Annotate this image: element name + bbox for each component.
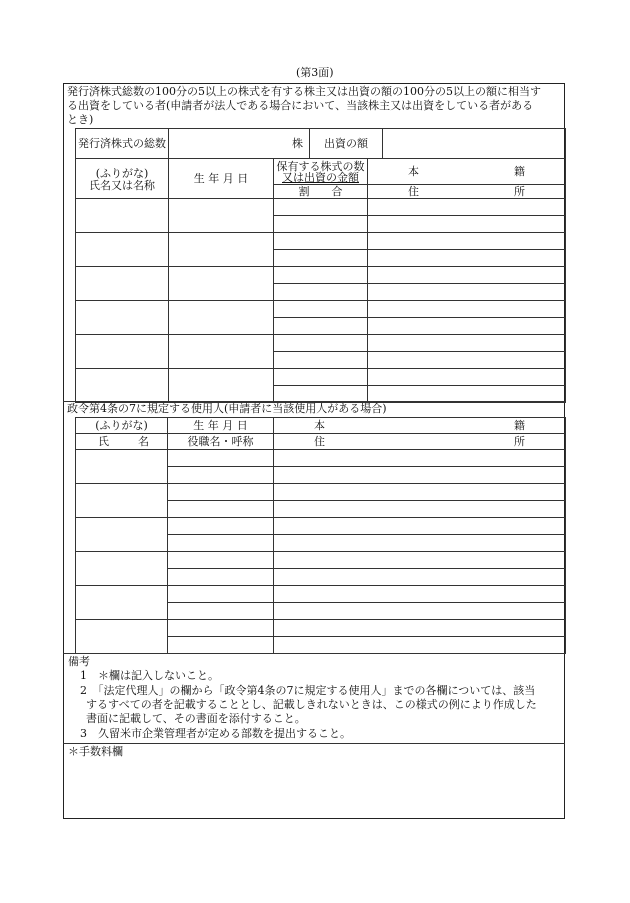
shareholder-name-cell[interactable]	[76, 267, 169, 301]
section1-heading-line1: 発行済株式総数の100分の5以上の株式を有する株主又は出資の額の100分の5以上の額に相当す	[67, 85, 541, 98]
shareholder-birth-cell[interactable]	[169, 199, 274, 233]
shareholder-honseki-cell[interactable]	[368, 301, 566, 318]
emp-honseki-header	[274, 418, 566, 434]
shareholder-holding-cell[interactable]	[274, 369, 368, 386]
fee-divider	[63, 743, 565, 744]
shareholder-name-cell[interactable]	[76, 369, 169, 403]
shareholder-address-cell[interactable]	[368, 250, 566, 267]
employee-birth-cell[interactable]	[168, 620, 274, 637]
birthdate-header: 生 年 月 日	[169, 159, 274, 199]
employee-address-cell[interactable]	[274, 637, 566, 654]
emp-honseki-b: 籍	[514, 418, 525, 432]
section1-heading-line2: る出資をしている者(申請者が法人である場合において、当該株主又は出資をしている者がある	[67, 99, 534, 112]
emp-position-header: 役職名・呼称	[168, 434, 274, 450]
employee-honseki-cell[interactable]	[274, 484, 566, 501]
note-2-line1: 2 「法定代理人」の欄から「政令第4条の7に規定する使用人」までの各欄については、該当	[80, 684, 536, 697]
jusho-a: 住	[408, 184, 419, 198]
notes-divider	[63, 653, 565, 654]
section1-heading-line3: とき)	[67, 113, 94, 126]
employee-name-cell[interactable]	[76, 484, 168, 518]
employee-name-cell[interactable]	[76, 552, 168, 586]
employee-address-cell[interactable]	[274, 569, 566, 586]
employee-birth-cell[interactable]	[168, 518, 274, 535]
capital-value[interactable]	[383, 129, 566, 159]
shareholder-birth-cell[interactable]	[169, 267, 274, 301]
shareholder-name-cell[interactable]	[76, 233, 169, 267]
note-1: 1 ＊欄は記入しないこと。	[80, 669, 219, 682]
shareholder-ratio-cell[interactable]	[274, 318, 368, 335]
employee-honseki-cell[interactable]	[274, 552, 566, 569]
fee-label: ＊手数料欄	[68, 745, 123, 758]
shareholder-ratio-cell[interactable]	[274, 352, 368, 369]
employee-honseki-cell[interactable]	[274, 518, 566, 535]
holding-header	[274, 159, 368, 185]
shareholder-holding-cell[interactable]	[274, 233, 368, 250]
shareholder-birth-cell[interactable]	[169, 301, 274, 335]
note-3: 3 久留米市企業管理者が定める部数を提出すること。	[80, 727, 351, 740]
emp-birthdate-header: 生 年 月 日	[168, 418, 274, 434]
total-shares-label: 発行済株式の総数	[76, 129, 169, 159]
shareholder-ratio-cell[interactable]	[274, 284, 368, 301]
employee-birth-cell[interactable]	[168, 484, 274, 501]
shareholder-address-cell[interactable]	[368, 386, 566, 403]
holding-line1: 保有する株式の数	[276, 159, 365, 173]
shareholder-address-cell[interactable]	[368, 352, 566, 369]
name-label: 氏名又は名称	[89, 178, 155, 192]
employee-position-cell[interactable]	[168, 501, 274, 518]
shareholder-ratio-cell[interactable]	[274, 216, 368, 233]
ratio-header: 割 合	[274, 185, 368, 199]
shareholder-holding-cell[interactable]	[274, 199, 368, 216]
total-shares-value[interactable]	[169, 129, 310, 159]
jusho-b: 所	[514, 184, 525, 198]
emp-jusho-header	[274, 434, 566, 450]
shareholder-honseki-cell[interactable]	[368, 233, 566, 250]
employee-name-cell[interactable]	[76, 450, 168, 484]
note-2-line2: するすべての者を記載することとし、記載しきれないときは、この様式の例により作成した	[86, 698, 537, 711]
shareholder-name-cell[interactable]	[76, 301, 169, 335]
shareholder-name-cell[interactable]	[76, 335, 169, 369]
holding-line2: 又は出資の金額	[282, 170, 359, 184]
employee-birth-cell[interactable]	[168, 586, 274, 603]
employee-honseki-cell[interactable]	[274, 586, 566, 603]
employee-name-cell[interactable]	[76, 518, 168, 552]
employee-address-cell[interactable]	[274, 603, 566, 620]
employee-position-cell[interactable]	[168, 535, 274, 552]
capital-label: 出資の額	[310, 129, 383, 159]
employee-birth-cell[interactable]	[168, 552, 274, 569]
employee-honseki-cell[interactable]	[274, 450, 566, 467]
employee-name-cell[interactable]	[76, 620, 168, 654]
honseki-b: 籍	[514, 164, 525, 178]
shareholder-honseki-cell[interactable]	[368, 199, 566, 216]
fee-field[interactable]	[64, 760, 564, 818]
emp-jusho-a: 住	[314, 434, 325, 448]
employee-position-cell[interactable]	[168, 467, 274, 484]
emp-furigana-header: (ふりがな)	[76, 418, 168, 434]
honseki-a: 本	[408, 164, 419, 178]
furigana-label: (ふりがな)	[95, 166, 149, 180]
shareholder-holding-cell[interactable]	[274, 335, 368, 352]
shareholder-holding-cell[interactable]	[274, 301, 368, 318]
shareholders-table	[75, 158, 566, 403]
shareholder-ratio-cell[interactable]	[274, 250, 368, 267]
emp-name-a: 氏	[98, 434, 109, 448]
shareholder-holding-cell[interactable]	[274, 267, 368, 284]
shareholder-address-cell[interactable]	[368, 318, 566, 335]
shareholder-address-cell[interactable]	[368, 284, 566, 301]
employee-address-cell[interactable]	[274, 535, 566, 552]
shareholder-ratio-cell[interactable]	[274, 386, 368, 403]
page-label: (第3面)	[296, 66, 334, 79]
shareholder-honseki-cell[interactable]	[368, 267, 566, 284]
employee-position-cell[interactable]	[168, 569, 274, 586]
employee-honseki-cell[interactable]	[274, 620, 566, 637]
shareholder-birth-cell[interactable]	[169, 335, 274, 369]
employee-position-cell[interactable]	[168, 603, 274, 620]
notes-title: 備考	[68, 655, 90, 668]
employee-address-cell[interactable]	[274, 501, 566, 518]
shareholder-address-cell[interactable]	[368, 216, 566, 233]
employee-position-cell[interactable]	[168, 637, 274, 654]
shareholder-name-cell[interactable]	[76, 199, 169, 233]
emp-honseki-a: 本	[314, 418, 325, 432]
section2-heading: 政令第4条の7に規定する使用人(申請者に当該使用人がある場合)	[67, 402, 387, 415]
employees-table	[75, 417, 566, 654]
note-2-line3: 書面に記載して、その書面を添付すること。	[86, 712, 306, 725]
employee-address-cell[interactable]	[274, 467, 566, 484]
shareholder-honseki-cell[interactable]	[368, 369, 566, 386]
jusho-header	[368, 185, 566, 199]
honseki-header	[368, 159, 566, 185]
shares-unit: 株	[292, 136, 303, 150]
shareholder-honseki-cell[interactable]	[368, 335, 566, 352]
shareholder-birth-cell[interactable]	[169, 369, 274, 403]
shareholder-birth-cell[interactable]	[169, 233, 274, 267]
employee-name-cell[interactable]	[76, 586, 168, 620]
name-header	[76, 159, 169, 199]
emp-name-header	[76, 434, 168, 450]
emp-name-b: 名	[138, 434, 149, 448]
employee-birth-cell[interactable]	[168, 450, 274, 467]
total-shares-table	[75, 128, 566, 159]
emp-jusho-b: 所	[514, 434, 525, 448]
